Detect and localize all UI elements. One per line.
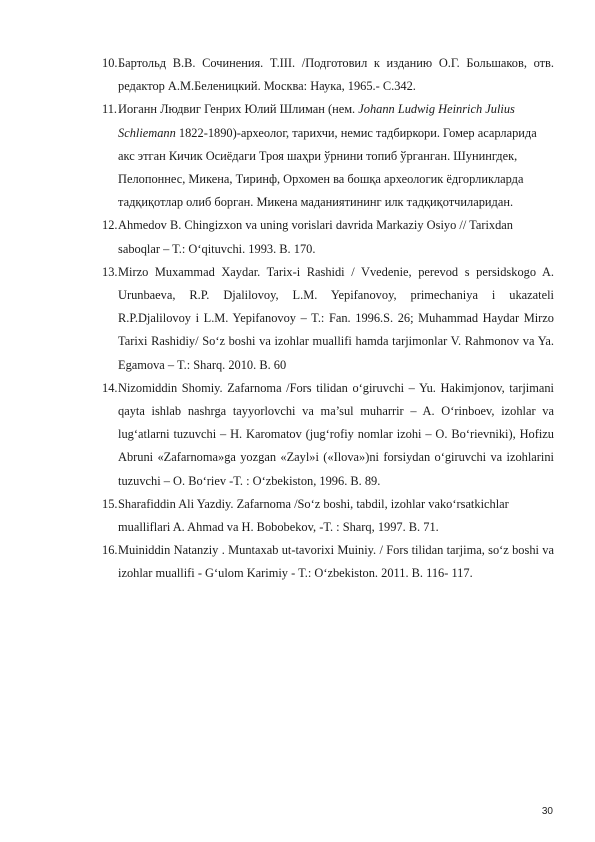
reference-number: 11. (102, 102, 118, 117)
reference-number: 10. (102, 56, 118, 70)
reference-item-13 (102, 261, 554, 377)
reference-number: 13. (102, 264, 118, 279)
reference-item-12 (102, 214, 554, 260)
page-number: 30 (541, 806, 553, 817)
reference-text: Nizomiddin Shomiy. Zafarnoma /Fors tilidan o‘giruvchi – Yu. Hakimjonov, tarjimani qayta ishlab nashrga tayyorlovchi va ma’sul muharrir – A. O‘rinboev, izohlar va lug‘atlarni tuzuvchi – H. Karomatov (jug‘rofiy nomlar izohi – O. Bo‘rievniki), Hofizu Abruni «Zafarnoma»ga yozgan «Zayl»i («Ilova»)ni forsiydan o‘giruvchi va izohlarini tuzuvchi – O. Bo‘riev -T. : O‘zbekiston, 1996. B. 89. (118, 380, 554, 488)
reference-item-15 (102, 493, 554, 539)
reference-number: 15. (102, 496, 118, 511)
reference-text: Mirzo Muxammad Xaydar. Tarix-i Rashidi / Vvedenie, perevod s persidskogo A. Urunbaeva, R.P. Djalilovoy, L.M. Yepifanovoy, primechaniya i ukazateli R.P.Djalilovoy i L.M. Yepifanovoy – T.: Fan. 1996.S. 26; Muhammad Haydar Mirzo Tarixi Rashidiy/ So‘z boshi va izohlar muallifi hamda tarjimonlar V. Rahmonov va Ya. Egamova – T.: Sharq. 2010. B. 60 (118, 264, 554, 372)
reference-number: 16. (102, 543, 118, 558)
reference-text: Ahmedov B. Chingizxon va uning vorislari davrida Markaziy Osiyo // Tarixdan saboqlar – T.: O‘qituvchi. 1993. B. 170. (118, 218, 513, 256)
reference-text-italic: Johann Ludwig Heinrich Julius Schliemann (118, 102, 515, 140)
reference-number: 12. (102, 218, 118, 233)
reference-list (102, 52, 554, 586)
reference-text-part: 1822-1890)-археолог, тарихчи, немис тадбиркори. Гомер асарларида акс этган Кичик Осиёдаги Троя шаҳри ўрнини топиб ўрганган. Шунингдек, Пелопоннес, Микена, Тиринф, Орхомен ва бошқа археологик ёдгорликларда тадқиқотлар олиб борган. Микена маданиятининг илк тадқиқотчиларидан. (118, 125, 537, 210)
reference-text-part: Иоганн Людвиг Генрих Юлий Шлиман (нем. (118, 102, 356, 117)
reference-text: Бартольд В.В. Сочинения. T.III. /Подготовил к изданию О.Г. Большаков, отв. редактор А.М.Беленицкий. Москва: Наука, 1965.- С.342. (118, 56, 554, 94)
reference-item-11 (102, 98, 554, 214)
reference-item-14 (102, 377, 554, 493)
reference-text (118, 102, 537, 209)
reference-item-10 (102, 52, 554, 98)
reference-text: Muiniddin Natanziy . Muntaxab ut-tavorixi Muiniy. / Fors tilidan tarjima, so‘z boshi va izohlar muallifi - G‘ulom Karimiy - T.: O‘zbekiston. 2011. B. 116- 117. (118, 543, 554, 581)
reference-text: Sharafiddin Ali Yazdiy. Zafarnoma /So‘z boshi, tabdil, izohlar vako‘rsatkichlar mualliflari A. Ahmad va H. Bobobekov, -T. : Sharq, 1997. B. 71. (118, 496, 509, 535)
reference-item-16 (102, 539, 554, 585)
reference-number: 14. (102, 380, 118, 395)
